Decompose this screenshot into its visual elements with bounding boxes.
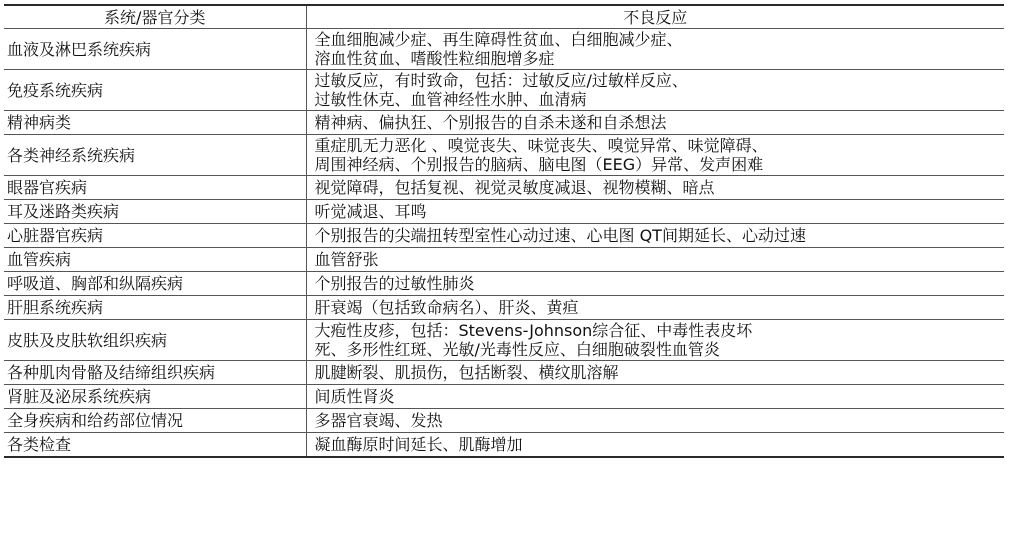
table-row [4,296,1004,320]
adverse-reaction-cell: 听觉减退、耳鸣 [306,200,1004,224]
organ-class-cell: 全身疾病和给药部位情况 [4,409,306,433]
adverse-reaction-cell: 重症肌无力恶化 、嗅觉丧失、味觉丧失、嗅觉异常、味觉障碍、 周围神经病、个别报告的脑病、脑电图（EEG）异常、发声困难 [306,135,1004,176]
adverse-reaction-cell: 血管舒张 [306,248,1004,272]
organ-class-cell: 眼器官疾病 [4,176,306,200]
adverse-reactions-table-container [4,4,1004,458]
adverse-reaction-cell: 凝血酶原时间延长、肌酶增加 [306,433,1004,458]
adverse-reaction-cell: 肝衰竭（包括致命病名）、肝炎、黄疸 [306,296,1004,320]
adverse-reaction-cell: 间质性肾炎 [306,385,1004,409]
table-row [4,320,1004,361]
adverse-reaction-cell: 过敏反应，有时致命，包括：过敏反应/过敏样反应、 过敏性休克、血管神经性水肿、血清病 [306,70,1004,111]
adverse-reaction-cell: 个别报告的尖端扭转型室性心动过速、心电图 QT间期延长、心动过速 [306,224,1004,248]
table-row [4,176,1004,200]
organ-class-cell: 心脏器官疾病 [4,224,306,248]
table-row [4,111,1004,135]
organ-class-cell: 耳及迷路类疾病 [4,200,306,224]
header-organ-class: 系统/器官分类 [4,5,306,29]
adverse-reaction-cell: 多器官衰竭、发热 [306,409,1004,433]
table-row [4,70,1004,111]
organ-class-cell: 各类检查 [7,435,72,454]
table-row [4,200,1004,224]
table-header-row [4,5,1004,29]
adverse-reaction-cell: 大疱性皮疹，包括：Stevens-Johnson综合征、中毒性表皮坏 死、多形性红斑、光敏/光毒性反应、白细胞破裂性血管炎 [306,320,1004,361]
organ-class-cell: 血液及淋巴系统疾病 [4,29,306,70]
organ-class-cell: 肾脏及泌尿系统疾病 [4,385,306,409]
adverse-reaction-cell: 全血细胞减少症、再生障碍性贫血、白细胞减少症、 溶血性贫血、嗜酸性粒细胞增多症 [306,29,1004,70]
organ-class-cell: 血管疾病 [4,248,306,272]
table-row [4,433,1004,458]
adverse-reaction-cell: 肌腱断裂、肌损伤，包括断裂、横纹肌溶解 [306,361,1004,385]
organ-class-cell: 各类神经系统疾病 [4,135,306,176]
adverse-reactions-table [4,4,1004,458]
adverse-reaction-cell: 精神病、偏执狂、个别报告的自杀未遂和自杀想法 [306,111,1004,135]
table-row [4,272,1004,296]
organ-class-cell: 各种肌肉骨骼及结缔组织疾病 [4,361,306,385]
table-row [4,385,1004,409]
table-row [4,248,1004,272]
header-adverse-reaction: 不良反应 [306,5,1004,29]
organ-class-cell: 皮肤及皮肤软组织疾病 [4,320,306,361]
table-row [4,135,1004,176]
adverse-reaction-cell: 个别报告的过敏性肺炎 [306,272,1004,296]
table-row [4,29,1004,70]
adverse-reaction-cell: 视觉障碍，包括复视、视觉灵敏度减退、视物模糊、暗点 [306,176,1004,200]
organ-class-cell: 免疫系统疾病 [4,70,306,111]
table-row [4,224,1004,248]
organ-class-cell: 肝胆系统疾病 [4,296,306,320]
organ-class-cell: 呼吸道、胸部和纵隔疾病 [4,272,306,296]
table-row [4,409,1004,433]
table-row [4,361,1004,385]
organ-class-cell: 精神病类 [4,111,306,135]
